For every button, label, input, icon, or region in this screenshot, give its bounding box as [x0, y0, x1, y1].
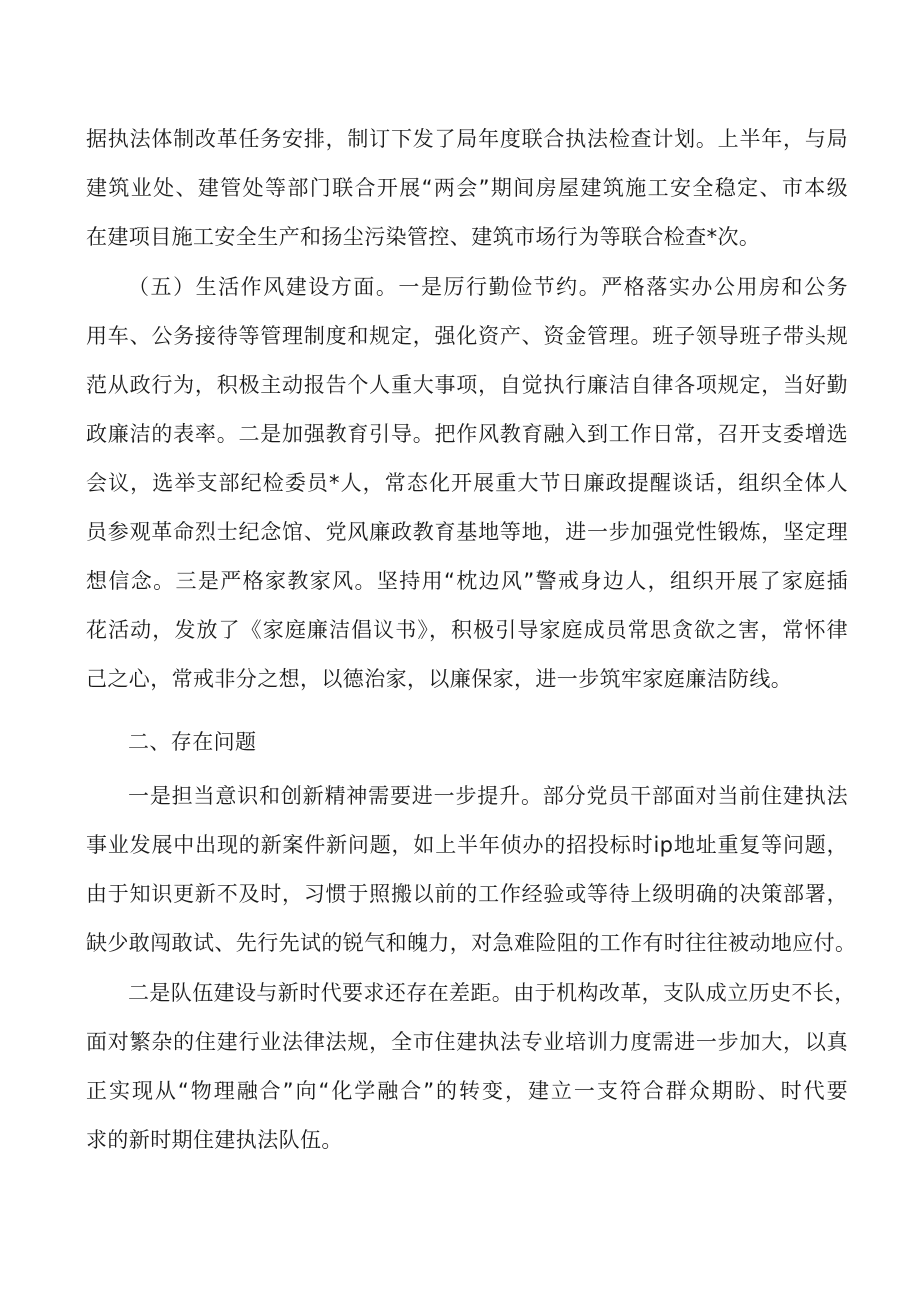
text-line: 一是担当意识和创新精神需要进一步提升。部分党员干部面对当前住建执法: [128, 784, 848, 808]
text-line: 由于知识更新不及时，习惯于照搬以前的工作经验或等待上级明确的决策部署，: [86, 882, 848, 906]
text-line: 事业发展中出现的新案件新问题，如上半年侦办的招投标时ip地址重复等问题，: [86, 833, 848, 857]
text-line: 据执法体制改革任务安排，制订下发了局年度联合执法检查计划。上半年，与局: [86, 127, 848, 151]
text-line: 政廉洁的表率。二是加强教育引导。把作风教育融入到工作日常，召开支委增选: [86, 422, 848, 446]
text-line: 范从政行为，积极主动报告个人重大事项，自觉执行廉洁自律各项规定，当好勤: [86, 373, 848, 397]
paragraph-innovation-spirit: [86, 772, 857, 968]
text-line: 面对繁杂的住建行业法律法规，全市住建执法专业培训力度需进一步加大，以真: [86, 1030, 848, 1054]
text-line: 建筑业处、建管处等部门联合开展“两会”期间房屋建筑施工安全稳定、市本级: [86, 176, 848, 200]
text-line: （五）生活作风建设方面。一是厉行勤俭节约。严格落实办公用房和公务: [128, 275, 848, 299]
paragraph-team-building: [86, 969, 856, 1165]
text-line: 正实现从“物理融合”向“化学融合”的转变，建立一支符合群众期盼、时代要: [86, 1079, 848, 1103]
text-line: 二是队伍建设与新时代要求还存在差距。由于机构改革，支队成立历史不长，: [128, 981, 856, 1005]
section-heading: 二、存在问题: [128, 730, 257, 754]
paragraph-lifestyle-conduct: [86, 263, 848, 704]
text-line: 员参观革命烈士纪念馆、党风廉政教育基地等地，进一步加强党性锻炼，坚定理: [86, 520, 848, 544]
text-line: 用车、公务接待等管理制度和规定，强化资产、资金管理。班子领导班子带头规: [86, 324, 848, 348]
section-heading-problems: [86, 718, 848, 767]
text-line: 己之心，常戒非分之想，以德治家，以廉保家，进一步筑牢家庭廉洁防线。: [86, 667, 793, 691]
paragraph-joint-inspection: [86, 115, 848, 262]
text-line: 想信念。三是严格家教家风。坚持用“枕边风”警戒身边人，组织开展了家庭插: [86, 569, 848, 593]
text-line: 花活动，发放了《家庭廉洁倡议书》，积极引导家庭成员常思贪欲之害，常怀律: [86, 618, 848, 642]
text-line: 求的新时期住建执法队伍。: [86, 1128, 343, 1152]
text-line: 会议，选举支部纪检委员*人，常态化开展重大节日廉政提醒谈话，组织全体人: [86, 471, 848, 495]
text-line: 在建项目施工安全生产和扬尘污染管控、建筑市场行为等联合检查*次。: [86, 225, 761, 249]
text-line: 缺少敢闯敢试、先行先试的锐气和魄力，对急难险阻的工作有时往往被动地应付。: [86, 931, 857, 955]
